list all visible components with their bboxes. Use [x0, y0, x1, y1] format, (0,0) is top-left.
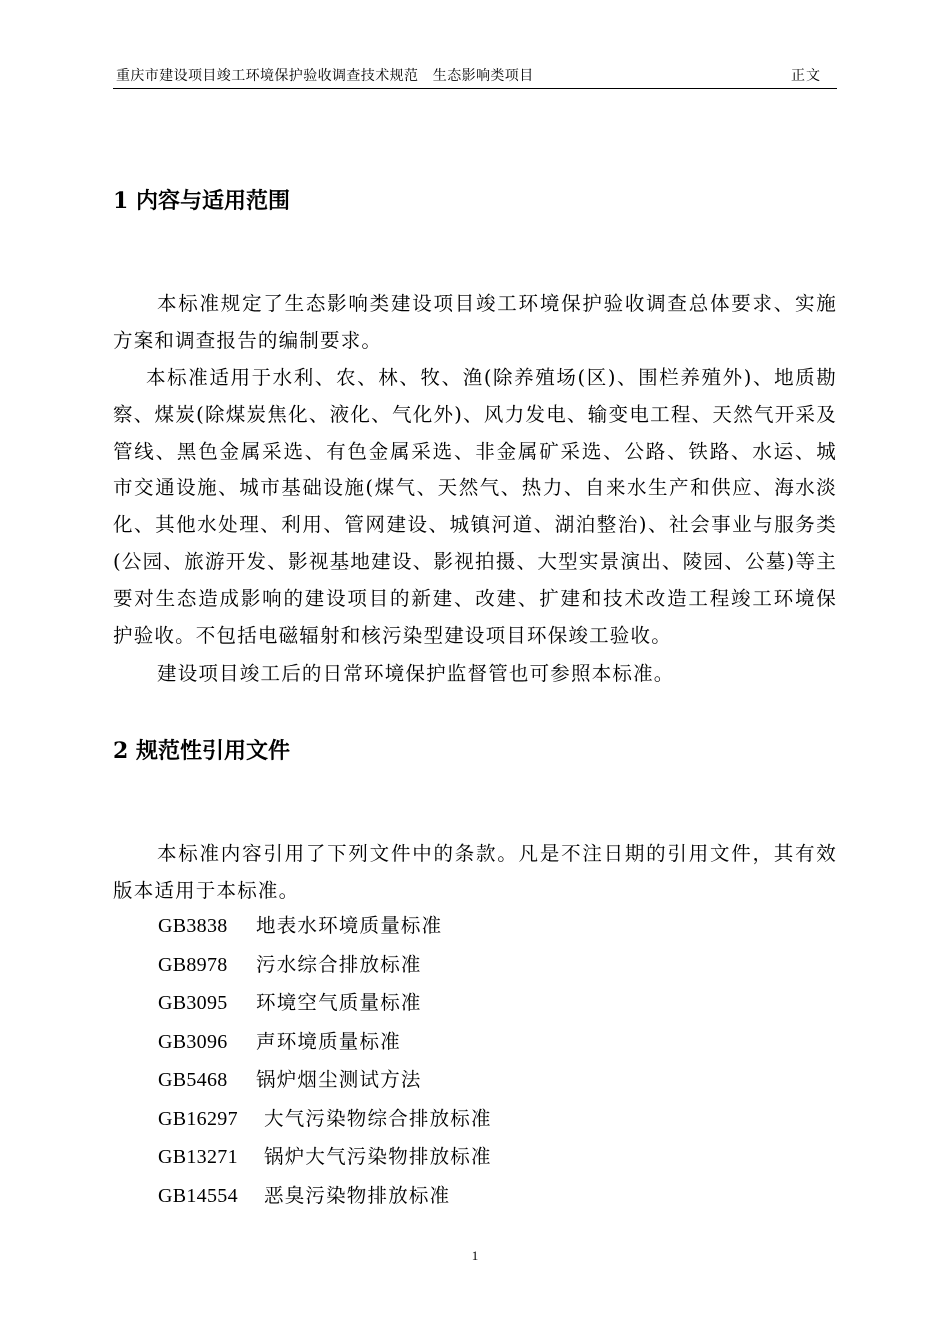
reference-code: GB3095	[158, 992, 228, 1014]
header-title: 重庆市建设项目竣工环境保护验收调查技术规范 生态影响类项目	[116, 68, 534, 84]
reference-code: GB8978	[158, 953, 228, 976]
paragraph-scope-definition: 本标准规定了生态影响类建设项目竣工环境保护验收调查总体要求、实施方案和调查报告的编制要求。	[113, 292, 837, 352]
paragraph-references-intro: 本标准内容引用了下列文件中的条款。凡是不注日期的引用文件，其有效版本适用于本标准。	[113, 842, 837, 902]
list-item	[158, 1177, 492, 1216]
reference-code: GB13271	[158, 1146, 238, 1168]
section-heading-normative-references: 2 规范性引用文件	[113, 738, 290, 764]
paragraph-scope-applicability: 本标准适用于水利、农、林、牧、渔(除养殖场(区)、围栏养殖外)、地质勘察、煤炭(除煤炭焦化、液化、气化外)、风力发电、输变电工程、天然气开采及管线、黑色金属采选、有色金属采选、非金属矿采选、公路、铁路、水运、城市交通设施、城市基础设施(煤气、天然气、热力、自来水生产和供应、海水淡化、其他水处理、利用、管网建设、城镇河道、湖泊整治)、社会事业与服务类(公园、旅游开发、影视基地建设、影视拍摄、大型实景演出、陵园、公墓)等主要对生态造成影响的建设项目的新建、改建、扩建和技术改造工程竣工环境保护验收。不包括电磁辐射和核污染型建设项目环保竣工验收。	[113, 366, 837, 647]
header-section-label: 正文	[791, 68, 821, 84]
page-number: 1	[471, 1248, 479, 1263]
reference-name: 锅炉烟尘测试方法	[256, 1068, 422, 1091]
list-item	[158, 946, 492, 985]
reference-code: GB16297	[158, 1107, 238, 1130]
section-heading-scope: 1 内容与适用范围	[113, 188, 290, 214]
reference-name: 环境空气质量标准	[256, 991, 422, 1014]
paragraph-scope-reference: 建设项目竣工后的日常环境保护监督管也可参照本标准。	[157, 662, 675, 685]
page-header	[113, 66, 837, 89]
list-item	[158, 1061, 492, 1100]
reference-name: 声环境质量标准	[256, 1029, 401, 1053]
reference-name: 污水综合排放标准	[256, 952, 422, 976]
reference-name: 地表水环境质量标准	[256, 914, 443, 937]
reference-code: GB3838	[158, 915, 228, 937]
reference-code: GB3096	[158, 1030, 228, 1053]
reference-code: GB5468	[158, 1069, 228, 1091]
list-item	[158, 984, 492, 1023]
list-item	[158, 1023, 492, 1062]
list-item	[158, 907, 492, 946]
reference-code: GB14554	[158, 1184, 238, 1207]
reference-name: 锅炉大气污染物排放标准	[264, 1145, 492, 1168]
reference-name: 恶臭污染物排放标准	[264, 1183, 451, 1207]
list-item	[158, 1100, 492, 1139]
reference-name: 大气污染物综合排放标准	[264, 1106, 492, 1130]
list-item	[158, 1138, 492, 1177]
reference-list	[158, 907, 492, 1215]
